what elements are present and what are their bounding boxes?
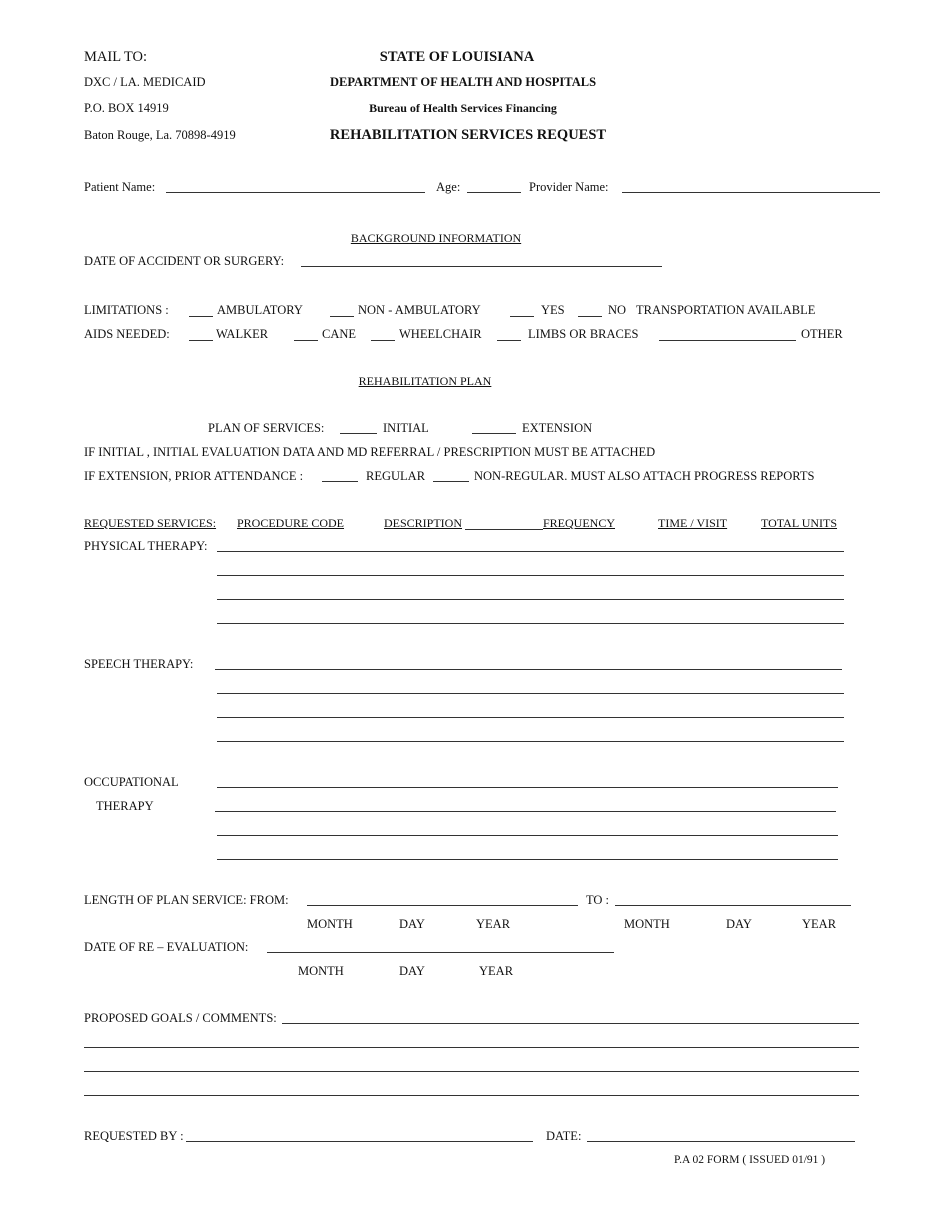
- ambulatory-checkbox[interactable]: [189, 304, 213, 317]
- form-title: REHABILITATION SERVICES REQUEST: [329, 127, 607, 143]
- occupational-therapy-label-2: THERAPY: [96, 799, 154, 813]
- provider-name-label: Provider Name:: [529, 180, 609, 194]
- physical-therapy-label: PHYSICAL THERAPY:: [84, 539, 208, 553]
- department-heading: DEPARTMENT OF HEALTH AND HOSPITALS: [329, 75, 597, 89]
- non-ambulatory-checkbox[interactable]: [330, 304, 354, 317]
- walker-label: WALKER: [216, 327, 269, 341]
- state-heading: STATE OF LOUISIANA: [379, 49, 535, 65]
- provider-name-input[interactable]: [622, 180, 880, 193]
- to-year-caption: YEAR: [802, 917, 837, 931]
- time-visit-header: TIME / VISIT: [658, 516, 728, 530]
- requested-services-header: REQUESTED SERVICES:: [84, 516, 217, 530]
- signature-date-label: DATE:: [546, 1129, 582, 1143]
- extension-note-prefix: IF EXTENSION, PRIOR ATTENDANCE :: [84, 469, 304, 483]
- mail-address-line2: P.O. BOX 14919: [84, 101, 169, 115]
- wheelchair-checkbox[interactable]: [371, 328, 395, 341]
- header-underline-gap: [465, 529, 543, 530]
- bureau-heading: Bureau of Health Services Financing: [369, 101, 557, 115]
- total-units-header: TOTAL UNITS: [761, 516, 838, 530]
- goals-line-1[interactable]: [282, 1011, 859, 1024]
- re-evaluation-label: DATE OF RE – EVALUATION:: [84, 940, 249, 954]
- extension-checkbox[interactable]: [472, 421, 516, 434]
- reeval-year-caption: YEAR: [479, 964, 514, 978]
- limbs-braces-label: LIMBS OR BRACES: [528, 327, 639, 341]
- initial-checkbox[interactable]: [340, 421, 377, 434]
- physical-therapy-line-3[interactable]: [217, 587, 844, 600]
- plan-to-label: TO :: [586, 893, 610, 907]
- from-day-caption: DAY: [399, 917, 425, 931]
- to-month-caption: MONTH: [624, 917, 670, 931]
- mail-to-label: MAIL TO:: [84, 49, 147, 65]
- signature-date-input[interactable]: [587, 1129, 855, 1142]
- other-aid-label: OTHER: [801, 327, 843, 341]
- ambulatory-label: AMBULATORY: [217, 303, 303, 317]
- aids-needed-label: AIDS NEEDED:: [84, 327, 170, 341]
- accident-date-label: DATE OF ACCIDENT OR SURGERY:: [84, 254, 285, 268]
- requested-by-input[interactable]: [186, 1129, 533, 1142]
- other-aid-input[interactable]: [659, 328, 796, 341]
- wheelchair-label: WHEELCHAIR: [399, 327, 482, 341]
- goals-line-4[interactable]: [84, 1083, 859, 1096]
- to-day-caption: DAY: [726, 917, 752, 931]
- speech-therapy-line-4[interactable]: [217, 729, 844, 742]
- limitations-label: LIMITATIONS :: [84, 303, 169, 317]
- transport-yes-checkbox[interactable]: [510, 304, 534, 317]
- description-header: DESCRIPTION: [384, 516, 463, 530]
- extension-note-suffix: NON-REGULAR. MUST ALSO ATTACH PROGRESS REPORTS: [474, 469, 815, 483]
- from-year-caption: YEAR: [476, 917, 511, 931]
- occupational-therapy-label: OCCUPATIONAL: [84, 775, 179, 789]
- goals-line-2[interactable]: [84, 1035, 859, 1048]
- transportation-label: TRANSPORTATION AVAILABLE: [636, 303, 816, 317]
- age-input[interactable]: [467, 180, 521, 193]
- cane-label: CANE: [322, 327, 357, 341]
- from-month-caption: MONTH: [307, 917, 353, 931]
- mail-address-line3: Baton Rouge, La. 70898-4919: [84, 128, 236, 142]
- goals-line-3[interactable]: [84, 1059, 859, 1072]
- initial-label: INITIAL: [383, 421, 429, 435]
- re-evaluation-date-input[interactable]: [267, 940, 614, 953]
- background-heading: BACKGROUND INFORMATION: [350, 231, 522, 245]
- regular-checkbox[interactable]: [322, 469, 358, 482]
- occupational-therapy-line-4[interactable]: [217, 847, 838, 860]
- accident-date-input[interactable]: [301, 254, 662, 267]
- reeval-month-caption: MONTH: [298, 964, 344, 978]
- mail-address-line1: DXC / LA. MEDICAID: [84, 75, 206, 89]
- speech-therapy-label: SPEECH THERAPY:: [84, 657, 194, 671]
- extension-label: EXTENSION: [522, 421, 593, 435]
- patient-name-input[interactable]: [166, 180, 425, 193]
- transport-no-label: NO: [608, 303, 627, 317]
- age-label: Age:: [436, 180, 461, 194]
- plan-from-date-input[interactable]: [307, 893, 578, 906]
- plan-to-date-input[interactable]: [615, 893, 851, 906]
- cane-checkbox[interactable]: [294, 328, 318, 341]
- requested-by-label: REQUESTED BY :: [84, 1129, 184, 1143]
- occupational-therapy-line-1[interactable]: [217, 775, 838, 788]
- transport-no-checkbox[interactable]: [578, 304, 602, 317]
- speech-therapy-line-1[interactable]: [215, 657, 842, 670]
- physical-therapy-line-4[interactable]: [217, 611, 844, 624]
- speech-therapy-line-2[interactable]: [217, 681, 844, 694]
- physical-therapy-line-1[interactable]: [217, 539, 844, 552]
- occupational-therapy-line-3[interactable]: [217, 823, 838, 836]
- physical-therapy-line-2[interactable]: [217, 563, 844, 576]
- speech-therapy-line-3[interactable]: [217, 705, 844, 718]
- length-of-plan-label: LENGTH OF PLAN SERVICE: FROM:: [84, 893, 289, 907]
- frequency-header: FREQUENCY: [543, 516, 616, 530]
- reeval-day-caption: DAY: [399, 964, 425, 978]
- regular-label: REGULAR: [366, 469, 426, 483]
- non-ambulatory-label: NON - AMBULATORY: [358, 303, 481, 317]
- rehab-plan-heading: REHABILITATION PLAN: [358, 374, 492, 388]
- limbs-braces-checkbox[interactable]: [497, 328, 521, 341]
- patient-name-label: Patient Name:: [84, 180, 156, 194]
- walker-checkbox[interactable]: [189, 328, 213, 341]
- occupational-therapy-line-2[interactable]: [215, 799, 836, 812]
- goals-comments-label: PROPOSED GOALS / COMMENTS:: [84, 1011, 277, 1025]
- procedure-code-header: PROCEDURE CODE: [237, 516, 345, 530]
- initial-note: IF INITIAL , INITIAL EVALUATION DATA AND MD REFERRAL / PRESCRIPTION MUST BE ATTACHED: [84, 445, 656, 459]
- form-id: P.A 02 FORM ( ISSUED 01/91 ): [674, 1154, 826, 1166]
- non-regular-checkbox[interactable]: [433, 469, 469, 482]
- transport-yes-label: YES: [541, 303, 565, 317]
- plan-services-label: PLAN OF SERVICES:: [208, 421, 325, 435]
